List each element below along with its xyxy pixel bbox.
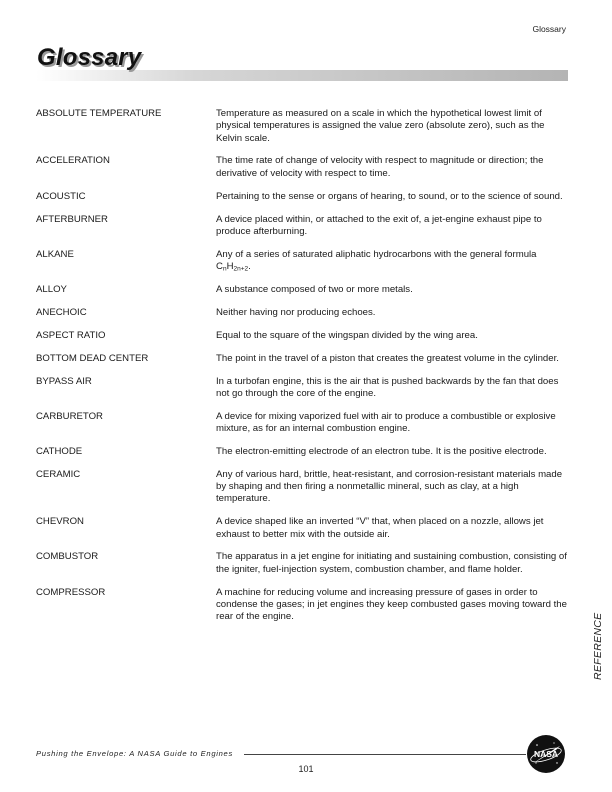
glossary-term: ALKANE [36, 248, 74, 260]
glossary-entry [36, 155, 572, 180]
glossary-entry [36, 446, 572, 458]
glossary-term: AFTERBURNER [36, 213, 108, 225]
glossary-definition [216, 249, 572, 274]
glossary-entry [36, 469, 572, 506]
page-number: 101 [298, 764, 314, 774]
glossary-definition: Any of various hard, brittle, heat-resistant, and corrosion-resistant materials made by shaping and then firing a nonmetallic mineral, such as clay, at a high temperature. [216, 468, 563, 505]
glossary-entry [36, 284, 572, 296]
glossary-definition: Pertaining to the sense or organs of hearing, to sound, or to the science of sound. [216, 190, 563, 202]
glossary-definition: The electron-emitting electrode of an electron tube. It is the positive electrode. [216, 445, 547, 457]
glossary-term: ALLOY [36, 283, 67, 295]
glossary-entry [36, 376, 572, 401]
glossary-definition: The apparatus in a jet engine for initiating and sustaining combustion, consisting of the igniter, fuel-injection system, combustion chamber, and flame holder. [216, 551, 567, 575]
formula-2n2-subscript: 2n+2 [233, 265, 249, 273]
glossary-term: COMPRESSOR [36, 586, 106, 598]
glossary-entry [36, 307, 572, 319]
formula-c: C [216, 261, 223, 273]
formula-h: H [226, 261, 234, 273]
glossary-term: CERAMIC [36, 468, 81, 480]
glossary-entry [36, 108, 572, 145]
footer-publication-title: Pushing the Envelope: A NASA Guide to Engines [36, 749, 233, 758]
glossary-definition: The time rate of change of velocity with respect to magnitude or direction; the derivative of velocity with respect to time. [216, 155, 544, 179]
glossary-entry [36, 587, 572, 624]
glossary-definition: A machine for reducing volume and increasing pressure of gases in order to condense the gases; in jet engines they keep combusted gases moving toward the rear of the engine. [216, 586, 567, 623]
formula-end: . [248, 261, 251, 273]
formula-n-subscript: n [222, 265, 227, 273]
glossary-term: ASPECT RATIO [36, 329, 106, 341]
glossary-definition: Temperature as measured on a scale in which the hypothetical lowest limit of physical temperatures is assigned the value zero (absolute zero), such as the Kelvin scale. [216, 108, 545, 144]
glossary-term: CHEVRON [36, 516, 84, 528]
glossary-term: ACCELERATION [36, 155, 110, 167]
glossary-entry [36, 191, 572, 203]
chemical-formula [216, 261, 251, 272]
page-title: Glossary [37, 44, 142, 71]
glossary-definition: The point in the travel of a piston that creates the greatest volume in the cylinder. [216, 352, 559, 364]
nasa-logo-text: NASA [533, 749, 559, 759]
glossary-term: CARBURETOR [36, 410, 103, 422]
glossary-term: ABSOLUTE TEMPERATURE [36, 108, 162, 119]
definition-text: Any of a series of saturated aliphatic hydrocarbons with the general formula [216, 248, 537, 260]
glossary-term: ACOUSTIC [36, 190, 86, 202]
reference-side-tab: REFERENCE [592, 612, 604, 680]
glossary-entry [36, 516, 572, 541]
glossary-entry [36, 411, 572, 436]
glossary-definition: A device placed within, or attached to the exit of, a jet-engine exhaust pipe to produce afterburning. [216, 213, 542, 237]
glossary-definition: In a turbofan engine, this is the air that is pushed backwards by the fan that does not go through the core of the engine. [216, 375, 559, 399]
glossary-term: ANECHOIC [36, 306, 87, 318]
glossary-term: BOTTOM DEAD CENTER [36, 352, 149, 364]
glossary-definition: A substance composed of two or more metals. [216, 283, 413, 295]
glossary-definition: A device shaped like an inverted “V” that, when placed on a nozzle, allows jet exhaust to better mix with the outside air. [216, 516, 544, 540]
footer-rule [244, 754, 526, 755]
glossary-entry [36, 249, 572, 274]
running-head: Glossary [532, 24, 566, 34]
glossary-term: BYPASS AIR [36, 375, 92, 387]
glossary-term: COMBUSTOR [36, 551, 99, 563]
glossary-entry [36, 214, 572, 239]
glossary-entry [36, 330, 572, 342]
glossary-list [36, 108, 572, 634]
glossary-entry [36, 551, 572, 576]
glossary-definition: Equal to the square of the wingspan divided by the wing area. [216, 329, 478, 341]
glossary-definition: Neither having nor producing echoes. [216, 306, 376, 318]
glossary-term: CATHODE [36, 445, 83, 457]
glossary-entry [36, 353, 572, 365]
glossary-definition: A device for mixing vaporized fuel with air to produce a combustible or explosive mixture, as for an internal combustion engine. [216, 410, 556, 434]
